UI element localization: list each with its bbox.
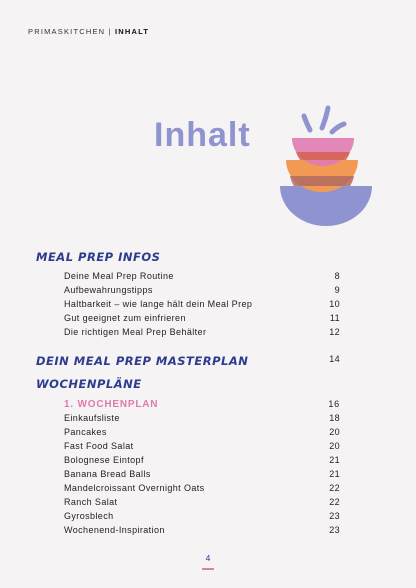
subheading-label: 1. WOCHENPLAN <box>64 398 159 410</box>
toc-row[interactable] <box>64 495 340 509</box>
toc-row[interactable] <box>64 283 340 297</box>
toc-page: 14 <box>329 354 340 364</box>
toc-label: Bolognese Eintopf <box>64 455 144 465</box>
section-title-masterplan: DEIN MEAL PREP MASTERPLAN <box>36 354 249 368</box>
toc-page: 10 <box>329 299 340 309</box>
toc-page: 16 <box>328 399 340 409</box>
toc-label: Fast Food Salat <box>64 441 134 451</box>
toc-label: Einkaufsliste <box>64 413 120 423</box>
toc-label: Wochenend-Inspiration <box>64 525 165 535</box>
toc-page: 22 <box>329 483 340 493</box>
toc-row[interactable] <box>64 453 340 467</box>
toc-row[interactable] <box>64 509 340 523</box>
toc-page: 9 <box>334 285 340 295</box>
toc-row[interactable] <box>64 425 340 439</box>
bowl-overlap <box>290 176 354 186</box>
toc-page: 12 <box>329 327 340 337</box>
page-header <box>28 27 149 36</box>
splash-stroke-left <box>304 116 310 130</box>
toc-subheading[interactable] <box>64 397 340 411</box>
toc-row[interactable] <box>64 325 340 339</box>
toc-row-masterplan[interactable] <box>64 352 340 366</box>
toc-row[interactable] <box>64 523 340 537</box>
toc-row[interactable] <box>64 467 340 481</box>
toc-page: 20 <box>329 427 340 437</box>
toc-row[interactable] <box>64 439 340 453</box>
page-number-underline <box>202 568 214 570</box>
page-title: Inhalt <box>154 116 251 154</box>
header-section: INHALT <box>115 27 150 36</box>
toc-label: Die richtigen Meal Prep Behälter <box>64 327 207 337</box>
page-number: 4 <box>205 553 211 563</box>
toc-label: Gyrosblech <box>64 511 114 521</box>
toc-label: Haltbarkeit – wie lange hält dein Meal Prep <box>64 299 253 309</box>
bowl-pink-overlap <box>296 152 350 160</box>
stacked-bowls-icon <box>276 104 372 230</box>
toc-label: Banana Bread Balls <box>64 469 151 479</box>
brand-name: PRIMASKITCHEN <box>28 27 106 36</box>
toc-label: Aufbewahrungstipps <box>64 285 153 295</box>
toc-page: 21 <box>329 469 340 479</box>
toc-label: Pancakes <box>64 427 107 437</box>
section-title-wochenplaene: WOCHENPLÄNE <box>36 377 142 391</box>
toc-page: 21 <box>329 455 340 465</box>
section-title-meal-prep-infos: MEAL PREP INFOS <box>36 250 161 264</box>
toc-page: 8 <box>334 271 340 281</box>
toc-row[interactable] <box>64 269 340 283</box>
header-separator: | <box>105 27 115 36</box>
bowl-blue <box>280 186 372 226</box>
splash-stroke-mid <box>322 108 328 128</box>
toc-page: 11 <box>329 313 340 323</box>
toc-page: 22 <box>329 497 340 507</box>
toc-row[interactable] <box>64 311 340 325</box>
toc-row[interactable] <box>64 297 340 311</box>
toc-row[interactable] <box>64 481 340 495</box>
toc-label: Mandelcroissant Overnight Oats <box>64 483 205 493</box>
toc-page: 23 <box>329 525 340 535</box>
toc-label: Gut geeignet zum einfrieren <box>64 313 186 323</box>
toc-page: 23 <box>329 511 340 521</box>
toc-row[interactable] <box>64 411 340 425</box>
splash-stroke-right <box>332 124 344 132</box>
toc-label: Deine Meal Prep Routine <box>64 271 174 281</box>
toc-label: Ranch Salat <box>64 497 118 507</box>
toc-page: 18 <box>329 413 340 423</box>
toc-page: 20 <box>329 441 340 451</box>
